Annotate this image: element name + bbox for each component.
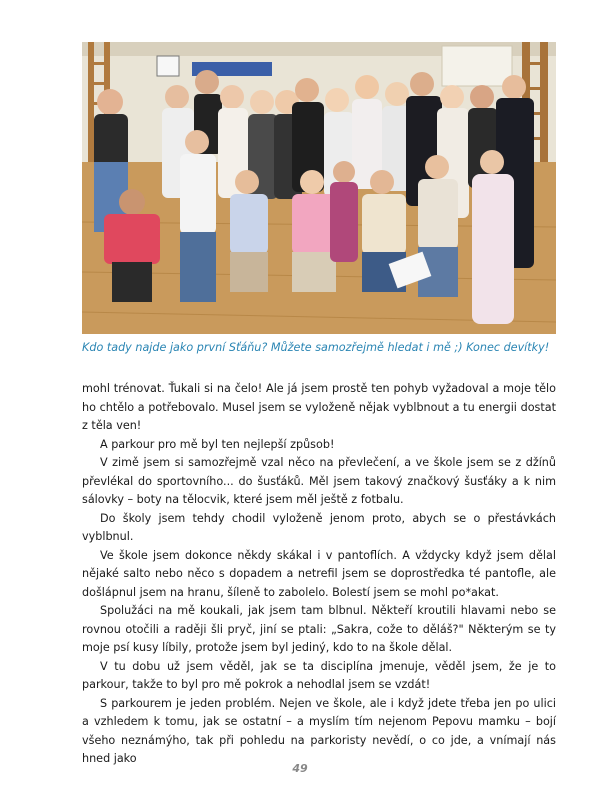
photo-caption: Kdo tady najde jako první Sťáňu? Můžete samozřejmě hledat i mě ;) Konec devítky! bbox=[82, 341, 550, 354]
paragraph: Ve škole jsem dokonce někdy skákal i v pantoflích. A vždycky když jsem dělal nějaké salto nebo něco s dopadem a netrefil jsem se doprostředka té pantofle, ale došlápnul jsem na hranu, šíleně to zabolelo. Bolestí jsem se mohl po*akat. bbox=[82, 548, 556, 599]
paragraph: Spolužáci na mě koukali, jak jsem tam blbnul. Někteří kroutili hlavami nebo se rovnou otočili a raději šli pryč, jiní se ptali: „Sakra, cože to děláš?" Některým se ty moje psí kusy líbily, protože jsem byl jediný, kdo to na škole dělal. bbox=[82, 604, 556, 654]
paragraph: Do školy jsem tehdy chodil vyloženě jenom proto, abych se o přestávkách vyblbnul. bbox=[82, 511, 556, 543]
paragraph: V zimě jsem si samozřejmě vzal něco na převlečení, a ve škole jsem se z džínů převlékal do sportovního... do šusťáků. Měl jsem takový značkový šusťáky a k nim sálovky – boty na tělocvik, které jsem měl ještě z fotbalu. bbox=[82, 456, 556, 506]
paragraph: A parkour pro mě byl ten nejlepší způsob! bbox=[100, 437, 335, 451]
class-photo-illustration bbox=[82, 42, 556, 334]
paragraph: mohl trénovat. Ťukali si na čelo! Ale já jsem prostě ten pohyb vyžadoval a moje tělo ho chtělo a potřebovalo. Musel jsem se vyloženě nějak vyblbnout a tu energii dostat z těla ven! bbox=[82, 382, 556, 432]
body-text bbox=[82, 380, 556, 769]
paragraph: S parkourem je jeden problém. Nejen ve škole, ale i když jdete třeba jen po ulici a vzhledem k tomu, jak se ostatní – a myslím tím nejenom Pepovu mamku – bojí všeho neznámýho, tak při pohledu na parkoristy nevědí, o co jde, a vnímají nás hned jako bbox=[82, 696, 556, 765]
page-number: 49 bbox=[292, 762, 308, 775]
paragraph: V tu dobu už jsem věděl, jak se ta disciplína jmenuje, věděl jsem, že je to parkour, takže to byl pro mě pokrok a nehodlal jsem se vzdát! bbox=[82, 659, 556, 691]
class-photo bbox=[82, 42, 556, 334]
